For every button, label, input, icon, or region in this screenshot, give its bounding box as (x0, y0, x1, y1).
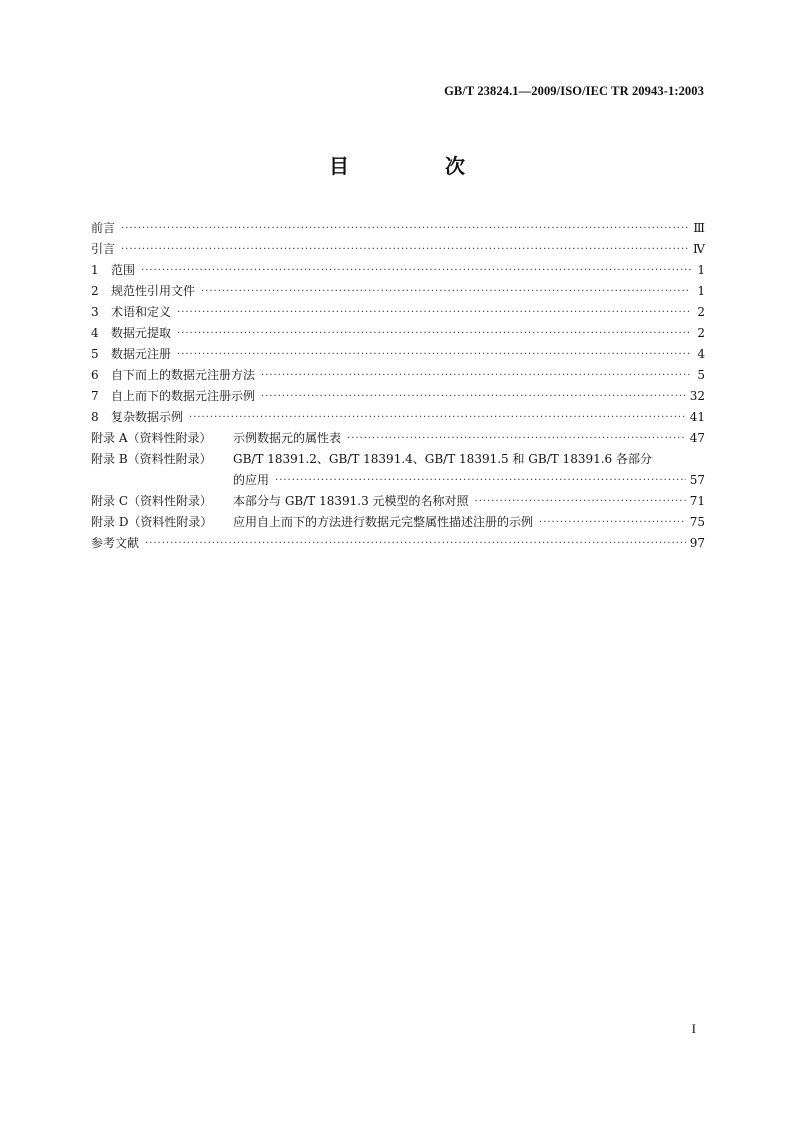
toc-entry-title: 自下而上的数据元注册方法 (111, 368, 256, 382)
toc-page-number: 47 (689, 431, 705, 445)
toc-entry-number: 2 (91, 284, 99, 298)
toc-entry[interactable] (91, 386, 705, 407)
toc-entry-title: 示例数据元的属性表 (233, 431, 342, 445)
toc-entry[interactable] (91, 239, 705, 260)
toc-leader-dots (177, 323, 691, 344)
toc-entry[interactable] (91, 323, 705, 344)
toc-leader-dots (475, 491, 686, 512)
toc-entry[interactable] (91, 428, 705, 449)
toc-leader-dots (189, 407, 686, 428)
toc-entry-number: 4 (91, 326, 99, 340)
toc-entry-title: 规范性引用文件 (111, 284, 196, 298)
toc-page-number: 4 (697, 347, 705, 361)
toc-leader-dots (141, 260, 691, 281)
toc-entry-title: 应用自上而下的方法进行数据元完整属性描述注册的示例 (233, 515, 534, 529)
toc-entry-title: 的应用 (233, 473, 270, 487)
toc-entry[interactable] (91, 491, 705, 512)
toc-entry-title: 范围 (111, 263, 136, 277)
toc-leader-dots (201, 281, 691, 302)
toc-page-number: 75 (689, 515, 705, 529)
toc-leader-dots (261, 386, 686, 407)
toc-page-number: 57 (689, 473, 705, 487)
toc-page-number: Ⅲ (693, 221, 705, 235)
toc-entry-number: 3 (91, 305, 99, 319)
toc-entry-number: 8 (91, 410, 99, 424)
toc-entry-title: 数据元提取 (111, 326, 172, 340)
toc-page-number: 1 (697, 263, 705, 277)
toc-entry-number: 5 (91, 347, 99, 361)
table-of-contents (91, 218, 705, 554)
toc-entry-number: 7 (91, 389, 99, 403)
toc-leader-dots (261, 365, 691, 386)
toc-entry-number: 1 (91, 263, 99, 277)
toc-leader-dots (539, 512, 686, 533)
toc-annex-label: 附录 A（资料性附录） (91, 431, 212, 445)
toc-page-number: Ⅳ (693, 242, 705, 256)
toc-entry[interactable] (91, 365, 705, 386)
toc-leader-dots (275, 470, 686, 491)
toc-entry[interactable] (91, 533, 705, 554)
toc-entry-title: 引言 (91, 242, 116, 256)
toc-entry[interactable] (91, 281, 705, 302)
standard-code: GB/T 23824.1—2009/ISO/IEC TR 20943-1:2003 (444, 84, 704, 98)
toc-page-number: 2 (697, 305, 705, 319)
toc-annex-label: 附录 C（资料性附录） (91, 494, 212, 508)
toc-entry[interactable] (91, 449, 705, 470)
toc-entry[interactable] (91, 302, 705, 323)
toc-leader-dots (121, 239, 689, 260)
toc-leader-dots (121, 218, 689, 239)
toc-page-number: 5 (697, 368, 705, 382)
toc-page-number: 2 (697, 326, 705, 340)
page-number: I (691, 1021, 696, 1036)
toc-page-number: 41 (689, 410, 705, 424)
toc-entry-title: GB/T 18391.2、GB/T 18391.4、GB/T 18391.5 和 GB/T 18391.6 各部分 (233, 452, 652, 466)
toc-page-number: 32 (689, 389, 705, 403)
toc-entry[interactable] (91, 470, 705, 491)
toc-leader-dots (347, 428, 686, 449)
toc-leader-dots (177, 302, 691, 323)
toc-entry-title: 自上而下的数据元注册示例 (111, 389, 256, 403)
toc-entry-title: 前言 (91, 221, 116, 235)
toc-annex-label: 附录 D（资料性附录） (91, 515, 213, 529)
toc-leader-dots (177, 344, 691, 365)
toc-leader-dots (145, 533, 686, 554)
toc-entry-title: 复杂数据示例 (111, 410, 184, 424)
toc-title: 目 次 (329, 154, 503, 178)
toc-entry-title: 术语和定义 (111, 305, 172, 319)
toc-entry[interactable] (91, 407, 705, 428)
toc-annex-label: 附录 B（资料性附录） (91, 452, 212, 466)
toc-entry[interactable] (91, 512, 705, 533)
toc-entry-title: 数据元注册 (111, 347, 172, 361)
toc-page-number: 97 (689, 536, 705, 550)
toc-entry[interactable] (91, 218, 705, 239)
toc-page-number: 71 (689, 494, 705, 508)
toc-entry[interactable] (91, 260, 705, 281)
toc-entry-title: 参考文献 (91, 536, 140, 550)
toc-page-number: 1 (697, 284, 705, 298)
toc-entry[interactable] (91, 344, 705, 365)
toc-entry-title: 本部分与 GB/T 18391.3 元模型的名称对照 (233, 494, 469, 508)
toc-entry-number: 6 (91, 368, 99, 382)
